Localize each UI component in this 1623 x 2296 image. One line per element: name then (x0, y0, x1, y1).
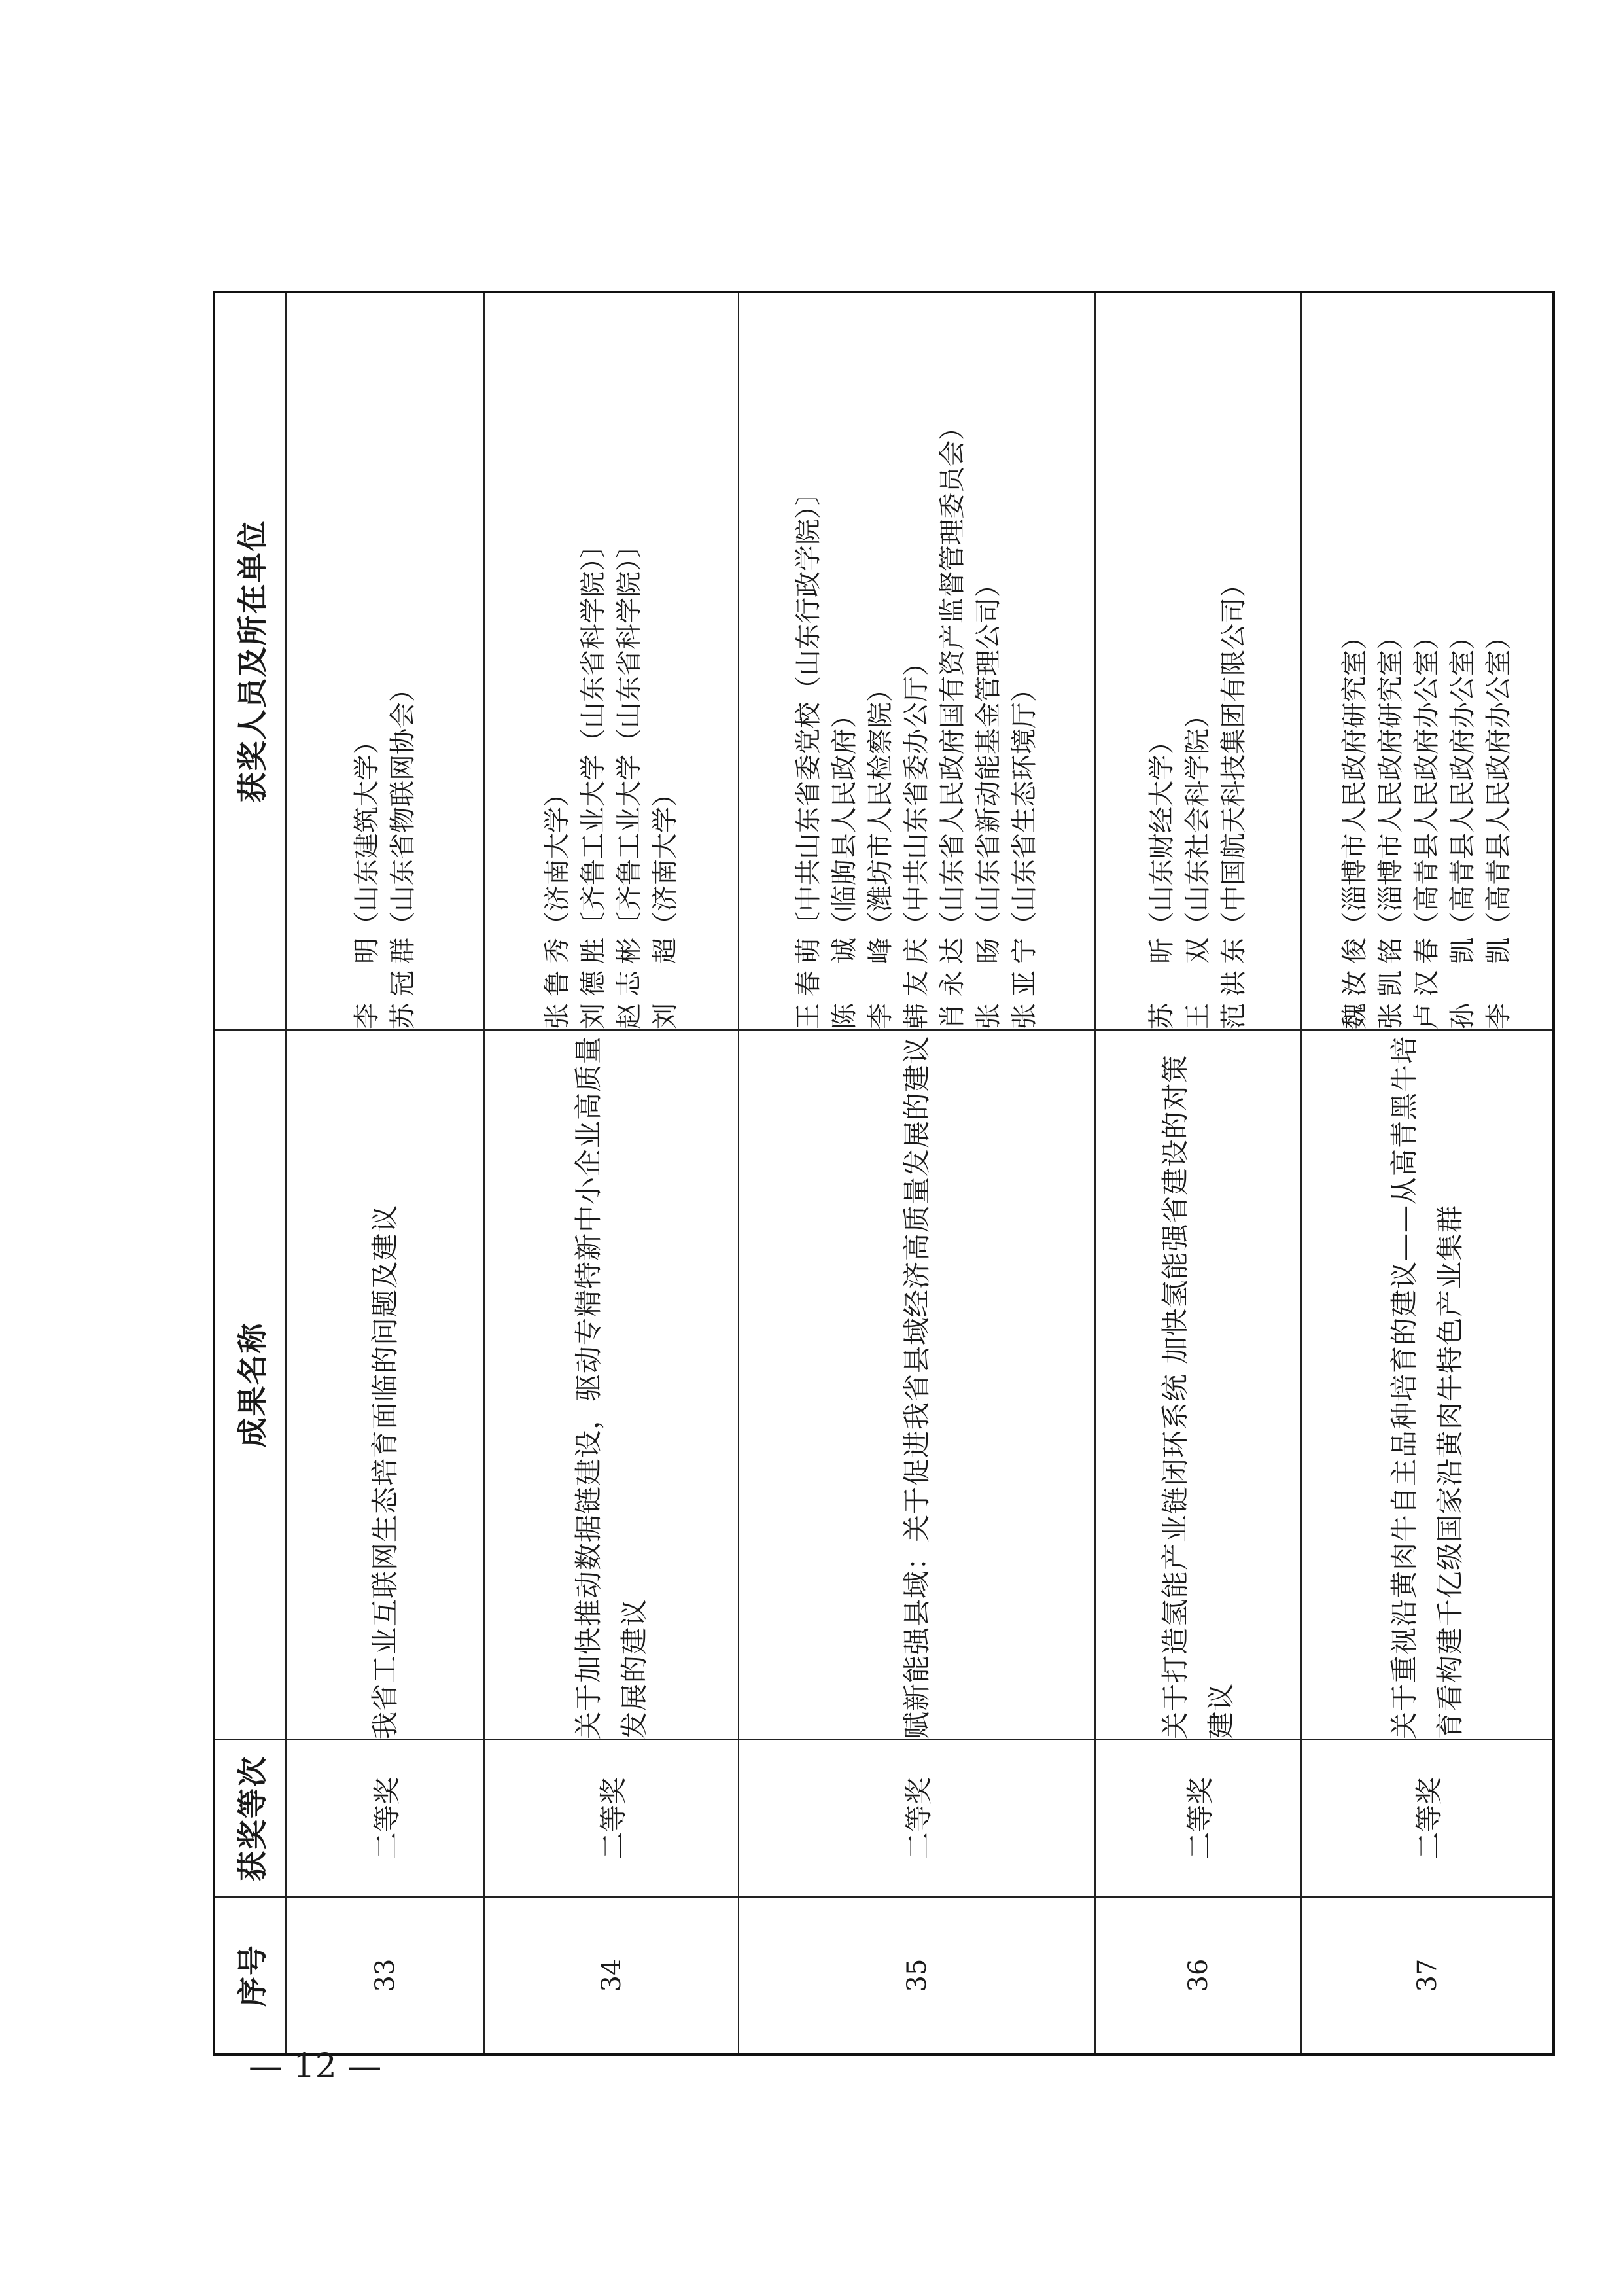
winner-organization: （山东省物联网协会） (387, 676, 418, 938)
winner-organization: （中国航天科技集团有限公司） (1219, 571, 1249, 938)
header-names: 获奖人员及所在单位 (214, 292, 286, 1030)
winner-name: 张亚宁 (1009, 938, 1039, 1029)
winner-entry (1337, 293, 1373, 1029)
winner-organization: 〔齐鲁工业大学（山东省科学院）〕 (578, 532, 608, 938)
row-winners (484, 292, 739, 1030)
winner-organization: （高青县人民政府办公室） (1484, 624, 1514, 938)
table-header-row (214, 292, 286, 2055)
winner-organization: 〔齐鲁工业大学（山东省科学院）〕 (614, 532, 644, 938)
winner-entry (971, 293, 1007, 1029)
winner-entry (1007, 293, 1043, 1029)
awards-table (213, 291, 1555, 2056)
winner-name: 刘 超 (650, 938, 680, 1029)
winner-entry (648, 293, 684, 1029)
row-seq: 37 (1301, 1897, 1554, 2055)
row-seq: 33 (286, 1897, 484, 2055)
winner-entry (385, 293, 421, 1029)
winner-entry (863, 293, 899, 1029)
row-award-level: 二等奖 (484, 1740, 739, 1897)
row-award-level: 二等奖 (286, 1740, 484, 1897)
row-seq: 36 (1095, 1897, 1301, 2055)
winner-entry (1373, 293, 1409, 1029)
winner-entry (612, 293, 648, 1029)
winner-organization: （临朐县人民政府） (829, 702, 860, 938)
table-row (1095, 292, 1301, 2055)
winner-name: 李 峰 (865, 938, 896, 1029)
row-achievement-title: 我省工业互联网生态培育面临的问题及建议 (286, 1030, 484, 1740)
winner-name: 王春萌 (794, 938, 824, 1029)
winner-name: 肖永达 (937, 938, 968, 1029)
winner-organization: （中共山东省委办公厅） (901, 650, 932, 938)
row-award-level: 二等奖 (1095, 1740, 1301, 1897)
winner-organization: （山东财经大学） (1147, 728, 1177, 938)
winner-name: 张鲁秀 (542, 938, 572, 1029)
winner-organization: （山东省生态环境厅） (1009, 676, 1039, 938)
winner-name: 李 凯 (1484, 938, 1514, 1029)
row-achievement-title: 关于打造氢能产业链闭环系统 加快氢能强省建设的对策建议 (1095, 1030, 1301, 1740)
winner-entry (540, 293, 576, 1029)
winner-name: 魏汝俊 (1340, 938, 1370, 1029)
winner-name: 孙 凯 (1448, 938, 1478, 1029)
table-row (484, 292, 739, 2055)
winner-entry (935, 293, 971, 1029)
row-winners (1095, 292, 1301, 1030)
row-seq: 34 (484, 1897, 739, 2055)
row-winners (739, 292, 1095, 1030)
winner-entry (349, 293, 385, 1029)
winner-name: 刘德胜 (578, 938, 608, 1029)
winner-name: 苏冠群 (387, 938, 418, 1029)
winner-organization: （山东省人民政府国有资产监督管理委员会） (937, 414, 968, 938)
winner-entry (899, 293, 935, 1029)
header-seq: 序号 (214, 1897, 286, 2055)
winner-entry (576, 293, 612, 1029)
winner-name: 范洪东 (1219, 938, 1249, 1029)
winner-organization: （淄博市人民政府研究室） (1340, 624, 1370, 938)
table-row (739, 292, 1095, 2055)
table-row (286, 292, 484, 2055)
row-achievement-title: 关于重视沿黄肉牛自主品种培育的建议——从高青黑牛培育看构建千亿级国家沿黄肉牛特色产业集群 (1301, 1030, 1554, 1740)
row-achievement-title: 关于加快推动数据链建设，驱动专精特新中小企业高质量发展的建议 (484, 1030, 739, 1740)
winner-organization: （济南大学） (650, 781, 680, 938)
winner-entry (1216, 293, 1252, 1029)
table-row (1301, 292, 1554, 2055)
winner-organization: 〔中共山东省委党校（山东行政学院）〕 (794, 480, 824, 938)
winner-organization: （高青县人民政府办公室） (1448, 624, 1478, 938)
header-award: 获奖等次 (214, 1740, 286, 1897)
row-award-level: 二等奖 (739, 1740, 1095, 1897)
winner-name: 苏 昕 (1147, 938, 1177, 1029)
winner-entry (1481, 293, 1517, 1029)
winner-name: 王 双 (1183, 938, 1213, 1029)
winner-entry (827, 293, 863, 1029)
winner-name: 赵志彬 (614, 938, 644, 1029)
awards-table-rotated (213, 293, 1514, 2056)
winner-name: 卢汉春 (1412, 938, 1442, 1029)
header-title: 成果名称 (214, 1030, 286, 1740)
winner-organization: （淄博市人民政府研究室） (1376, 624, 1406, 938)
winner-name: 张 旸 (973, 938, 1003, 1029)
winner-entry (1409, 293, 1445, 1029)
row-seq: 35 (739, 1897, 1095, 2055)
row-winners (286, 292, 484, 1030)
winner-organization: （山东建筑大学） (351, 728, 382, 938)
winner-organization: （济南大学） (542, 781, 572, 938)
winner-organization: （潍坊市人民检察院） (865, 676, 896, 938)
winner-entry (1180, 293, 1216, 1029)
winner-organization: （山东省新动能基金管理公司） (973, 571, 1003, 938)
page-number: — 12 — (249, 2047, 382, 2086)
winner-name: 李 明 (351, 938, 382, 1029)
winner-name: 张凯铭 (1376, 938, 1406, 1029)
row-achievement-title: 赋新能强县域：关于促进我省县域经济高质量发展的建议 (739, 1030, 1095, 1740)
winner-entry (1144, 293, 1180, 1029)
winner-name: 韩友庆 (901, 938, 932, 1029)
row-winners (1301, 292, 1554, 1030)
winner-organization: （高青县人民政府办公室） (1412, 624, 1442, 938)
winner-entry (791, 293, 827, 1029)
winner-organization: （山东社会科学院） (1183, 702, 1213, 938)
winner-name: 陈 诚 (829, 938, 860, 1029)
table-body (286, 292, 1554, 2055)
winner-entry (1445, 293, 1481, 1029)
row-award-level: 二等奖 (1301, 1740, 1554, 1897)
